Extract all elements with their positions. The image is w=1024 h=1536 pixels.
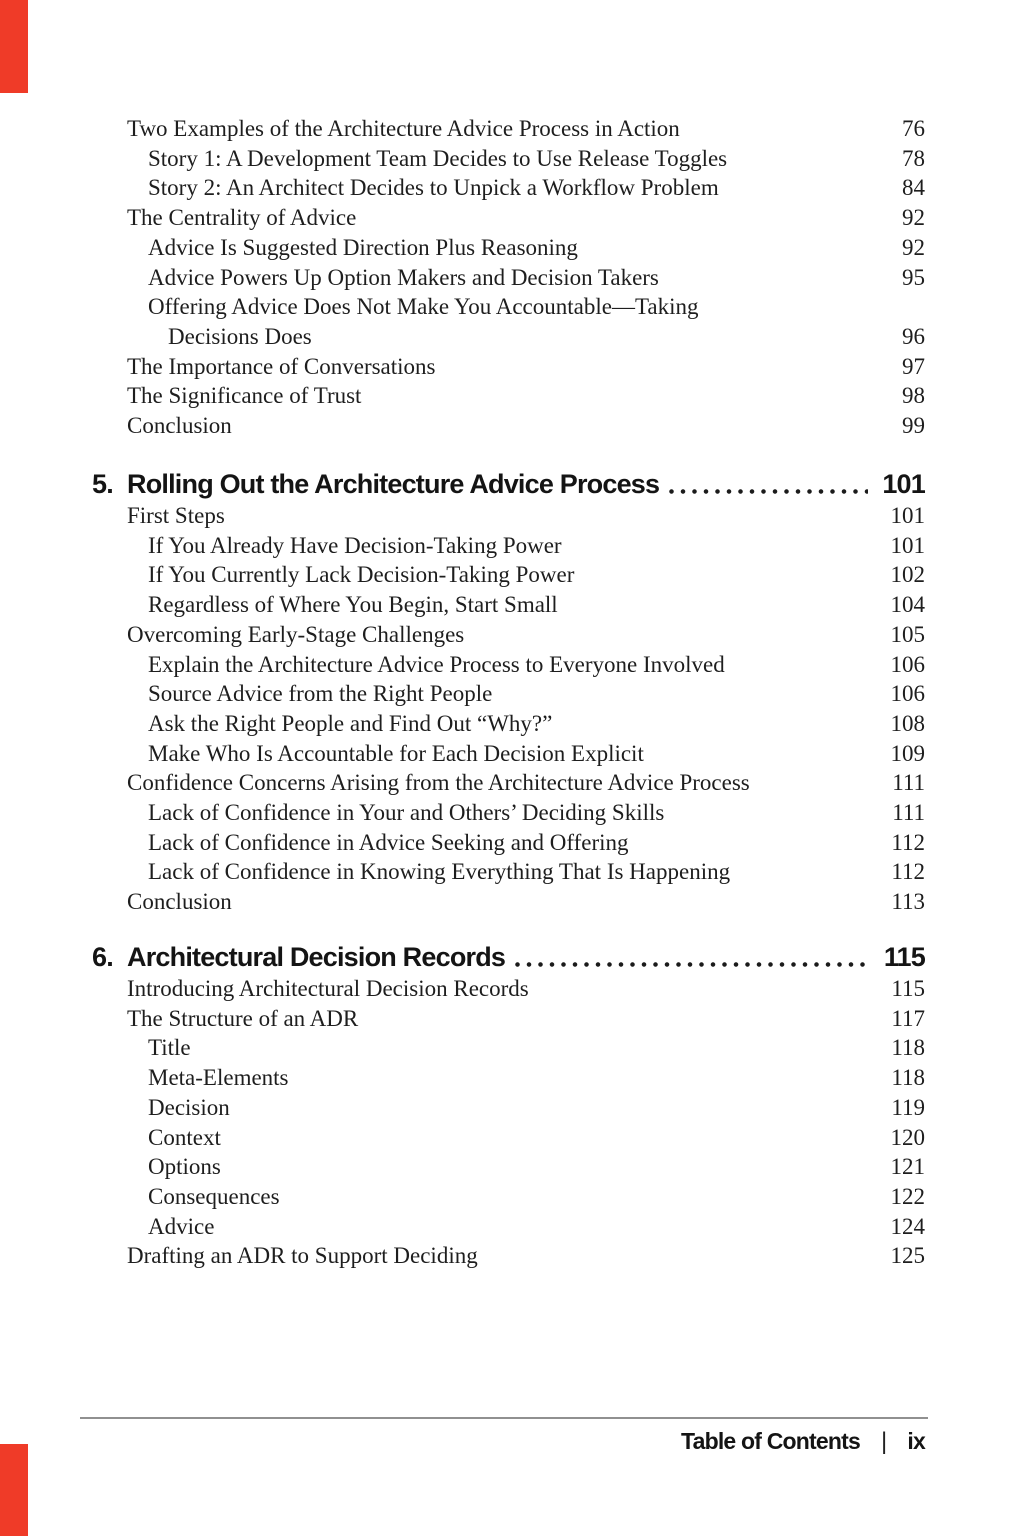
toc-entry bbox=[92, 857, 925, 887]
toc-entry-page-number: 113 bbox=[891, 889, 925, 915]
toc-entry bbox=[92, 1182, 925, 1212]
toc-entry-title: Lack of Confidence in Knowing Everything That Is Happening bbox=[148, 859, 731, 885]
toc-entry-title: The Significance of Trust bbox=[127, 383, 362, 409]
toc-entry-title: If You Already Have Decision-Taking Power bbox=[148, 532, 562, 558]
toc-entry bbox=[92, 352, 925, 382]
footer-page-number: ix bbox=[907, 1428, 925, 1454]
book-edge-accent-top bbox=[0, 0, 28, 93]
chapter-5-heading bbox=[92, 467, 925, 501]
chapter-6-heading bbox=[92, 940, 925, 974]
toc-entry-page-number: 92 bbox=[902, 234, 925, 260]
page-footer bbox=[681, 1426, 925, 1457]
chapter-number: 6. bbox=[92, 942, 113, 972]
toc-entry-title: Source Advice from the Right People bbox=[148, 681, 493, 707]
toc-entry bbox=[92, 1033, 925, 1063]
toc-entry-page-number: 112 bbox=[891, 829, 925, 855]
toc-entry-page-number: 120 bbox=[890, 1124, 925, 1150]
toc-entry-page-number: 105 bbox=[890, 621, 925, 647]
toc-entry bbox=[92, 1152, 925, 1182]
footer-separator: | bbox=[880, 1428, 887, 1455]
dot-leader bbox=[515, 962, 870, 967]
toc-entry-title: The Importance of Conversations bbox=[127, 353, 436, 379]
toc-entry-page-number: 101 bbox=[890, 532, 925, 558]
toc-entry-page-number: 125 bbox=[890, 1243, 925, 1269]
toc-entry bbox=[92, 114, 925, 144]
chapter-title: Rolling Out the Architecture Advice Process bbox=[127, 469, 660, 499]
toc-entry-page-number: 117 bbox=[891, 1005, 925, 1031]
toc-entry-page-number: 118 bbox=[891, 1035, 925, 1061]
toc-entry-page-number: 115 bbox=[891, 976, 925, 1001]
toc-entry bbox=[92, 1241, 925, 1271]
toc-entry-title: Advice bbox=[148, 1213, 215, 1239]
toc-entry-page-number: 101 bbox=[890, 503, 925, 528]
toc-entry bbox=[92, 292, 925, 322]
toc-entry-title: Conclusion bbox=[127, 413, 232, 439]
toc-entry-page-number: 96 bbox=[902, 323, 925, 349]
toc-entry-title: Consequences bbox=[148, 1183, 280, 1209]
toc-entry-page-number: 84 bbox=[902, 175, 925, 201]
toc-entry bbox=[92, 828, 925, 858]
toc-entry bbox=[92, 501, 925, 531]
toc-entry bbox=[92, 381, 925, 411]
toc-entry-title: Options bbox=[148, 1154, 221, 1180]
toc-entry bbox=[92, 1063, 925, 1093]
chapter-page-number: 101 bbox=[882, 469, 925, 499]
toc-entry bbox=[92, 322, 925, 352]
toc-entry-title: Decisions Does bbox=[168, 323, 312, 349]
toc-entry bbox=[92, 974, 925, 1004]
toc-entry-title: The Centrality of Advice bbox=[127, 205, 357, 231]
toc-entry-title: Drafting an ADR to Support Deciding bbox=[127, 1243, 478, 1269]
toc-entry-page-number: 124 bbox=[890, 1213, 925, 1239]
chapter-number: 5. bbox=[92, 469, 113, 499]
toc-entry-page-number: 119 bbox=[891, 1094, 925, 1120]
toc-entry-page-number: 111 bbox=[892, 800, 925, 826]
toc-entry bbox=[92, 798, 925, 828]
toc-entry-title: Confidence Concerns Arising from the Architecture Advice Process bbox=[127, 770, 750, 796]
toc-entry bbox=[92, 173, 925, 203]
toc-entry bbox=[92, 411, 925, 441]
toc-entry bbox=[92, 590, 925, 620]
toc-entry-page-number: 106 bbox=[890, 651, 925, 677]
toc-entry-page-number: 78 bbox=[902, 145, 925, 171]
toc-entry-title: If You Currently Lack Decision-Taking Power bbox=[148, 562, 575, 588]
toc-entry-title: Introducing Architectural Decision Records bbox=[127, 976, 529, 1001]
toc-entry-page-number: 76 bbox=[902, 116, 925, 141]
toc-entry-page-number: 104 bbox=[890, 592, 925, 618]
toc-entry bbox=[92, 620, 925, 650]
toc-entry bbox=[92, 1123, 925, 1153]
chapter-title: Architectural Decision Records bbox=[127, 942, 506, 972]
toc-entry-page-number: 121 bbox=[890, 1154, 925, 1180]
toc-entry-title: Make Who Is Accountable for Each Decision Explicit bbox=[148, 740, 644, 766]
toc-entry bbox=[92, 709, 925, 739]
footer-section-label: Table of Contents bbox=[681, 1428, 860, 1454]
toc-entry bbox=[92, 679, 925, 709]
toc-entry-title: Advice Powers Up Option Makers and Decision Takers bbox=[148, 264, 659, 290]
toc-entry-title: Title bbox=[148, 1035, 191, 1061]
toc-entry-page-number: 111 bbox=[892, 770, 925, 796]
toc-entry bbox=[92, 233, 925, 263]
toc-entry-title: Explain the Architecture Advice Process to Everyone Involved bbox=[148, 651, 725, 677]
toc-entry-title: Story 2: An Architect Decides to Unpick a Workflow Problem bbox=[148, 175, 719, 201]
toc-entry-page-number: 92 bbox=[902, 205, 925, 231]
toc-entry-title: Lack of Confidence in Advice Seeking and Offering bbox=[148, 829, 629, 855]
toc-entry-page-number: 102 bbox=[890, 562, 925, 588]
toc-entry bbox=[92, 560, 925, 590]
toc-entry-title: Regardless of Where You Begin, Start Small bbox=[148, 592, 558, 618]
toc-entry-page-number: 109 bbox=[890, 740, 925, 766]
toc-entry bbox=[92, 1004, 925, 1034]
toc-entry-page-number: 122 bbox=[890, 1183, 925, 1209]
toc-entry bbox=[92, 887, 925, 917]
toc-entry bbox=[92, 144, 925, 174]
toc-entry-title: Decision bbox=[148, 1094, 230, 1120]
toc-entry-title: Story 1: A Development Team Decides to Use Release Toggles bbox=[148, 145, 728, 171]
toc-entry-title: Ask the Right People and Find Out “Why?” bbox=[148, 710, 553, 736]
toc-entry bbox=[92, 1212, 925, 1242]
toc-entry-title: First Steps bbox=[127, 503, 225, 528]
toc-entry-page-number: 112 bbox=[891, 859, 925, 885]
dot-leader bbox=[669, 489, 868, 494]
toc-entry-title: Overcoming Early-Stage Challenges bbox=[127, 621, 465, 647]
chapter-6-entries bbox=[92, 974, 925, 1271]
toc-entry-page-number: 99 bbox=[902, 413, 925, 439]
footer-rule bbox=[80, 1417, 928, 1419]
toc-entry bbox=[92, 203, 925, 233]
chapter-5-entries bbox=[92, 501, 925, 917]
toc-entry bbox=[92, 739, 925, 769]
toc-entry-title: Advice Is Suggested Direction Plus Reasoning bbox=[148, 234, 578, 260]
toc-entry-title: Meta-Elements bbox=[148, 1065, 289, 1091]
toc-entry-page-number: 108 bbox=[890, 710, 925, 736]
toc-entry-title: Lack of Confidence in Your and Others’ Deciding Skills bbox=[148, 800, 665, 826]
chapter4-continued-entries bbox=[92, 114, 925, 441]
toc-entry bbox=[92, 531, 925, 561]
toc-entry bbox=[92, 650, 925, 680]
toc-entry-page-number: 97 bbox=[902, 353, 925, 379]
toc-entry-page-number: 95 bbox=[902, 264, 925, 290]
toc-entry-title: Two Examples of the Architecture Advice Process in Action bbox=[127, 116, 680, 141]
toc-entry-title: Conclusion bbox=[127, 889, 232, 915]
toc-entry bbox=[92, 263, 925, 293]
toc-entry bbox=[92, 768, 925, 798]
toc-entry-page-number: 98 bbox=[902, 383, 925, 409]
book-edge-accent-bottom bbox=[0, 1444, 28, 1536]
toc-entry-title: Context bbox=[148, 1124, 221, 1150]
toc-entry-title: Offering Advice Does Not Make You Accountable—Taking bbox=[148, 294, 699, 320]
toc-entry-title: The Structure of an ADR bbox=[127, 1005, 359, 1031]
toc-entry-page-number: 106 bbox=[890, 681, 925, 707]
toc-entry-page-number: 118 bbox=[891, 1065, 925, 1091]
chapter-page-number: 115 bbox=[883, 942, 925, 972]
toc-entry bbox=[92, 1093, 925, 1123]
